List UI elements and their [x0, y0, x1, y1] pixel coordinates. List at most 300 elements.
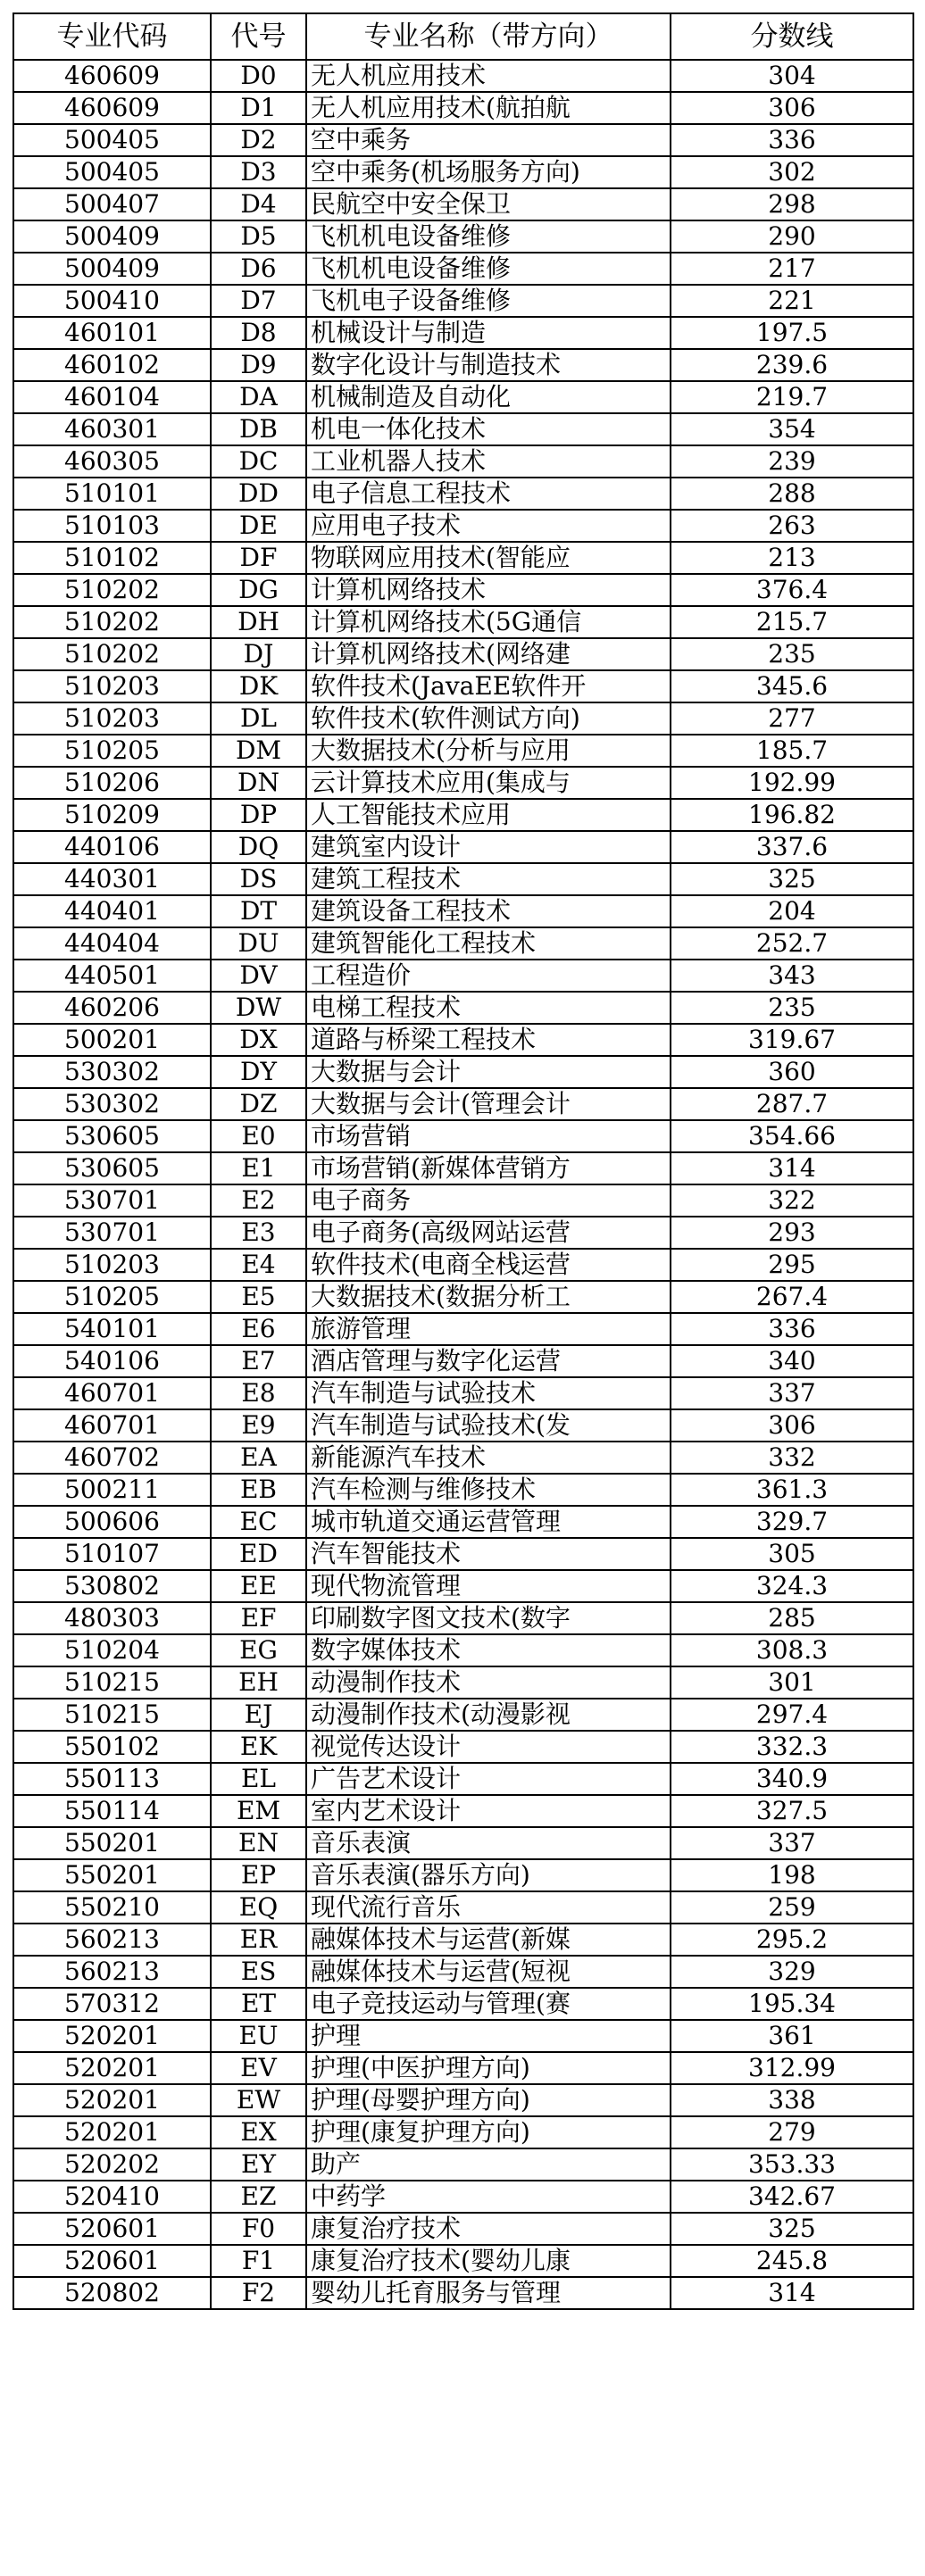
code-id-cell: DA	[211, 381, 306, 413]
score-cell: 185.7	[671, 735, 913, 767]
code-id-cell: E8	[211, 1377, 306, 1409]
code-id-cell: EN	[211, 1827, 306, 1859]
table-row	[13, 510, 913, 542]
table-row	[13, 124, 913, 156]
code-id-cell: DP	[211, 799, 306, 831]
major-code-cell: 530605	[13, 1152, 211, 1184]
major-code-cell: 500201	[13, 1024, 211, 1056]
table-row	[13, 413, 913, 445]
table-row	[13, 1731, 913, 1763]
table-row	[13, 992, 913, 1024]
major-name-cell: 中药学	[306, 2181, 671, 2213]
major-name-cell: 工业机器人技术	[306, 445, 671, 478]
table-row	[13, 1570, 913, 1602]
score-cell: 340.9	[671, 1763, 913, 1795]
code-id-cell: EL	[211, 1763, 306, 1795]
table-row	[13, 831, 913, 863]
major-code-cell: 460609	[13, 60, 211, 92]
score-cell: 277	[671, 702, 913, 735]
score-cell: 345.6	[671, 670, 913, 702]
major-name-cell: 机械设计与制造	[306, 317, 671, 349]
major-code-cell: 510203	[13, 670, 211, 702]
code-id-cell: DV	[211, 960, 306, 992]
table-row	[13, 1152, 913, 1184]
major-name-cell: 电子商务(高级网站运营	[306, 1217, 671, 1249]
table-row	[13, 702, 913, 735]
major-name-cell: 电子商务	[306, 1184, 671, 1217]
major-code-cell: 460701	[13, 1409, 211, 1442]
code-id-cell: F1	[211, 2245, 306, 2277]
code-id-cell: ED	[211, 1538, 306, 1570]
major-code-cell: 550201	[13, 1859, 211, 1891]
code-id-cell: EK	[211, 1731, 306, 1763]
code-id-cell: E1	[211, 1152, 306, 1184]
score-cell: 293	[671, 1217, 913, 1249]
score-cell: 354	[671, 413, 913, 445]
table-row	[13, 1088, 913, 1120]
code-id-cell: EP	[211, 1859, 306, 1891]
major-code-cell: 530302	[13, 1088, 211, 1120]
major-name-cell: 康复治疗技术(婴幼儿康	[306, 2245, 671, 2277]
code-id-cell: EM	[211, 1795, 306, 1827]
major-name-cell: 飞机机电设备维修	[306, 253, 671, 285]
major-code-cell: 540101	[13, 1313, 211, 1345]
major-code-cell: 460101	[13, 317, 211, 349]
table-row	[13, 960, 913, 992]
score-cell: 239.6	[671, 349, 913, 381]
major-name-cell: 护理	[306, 2020, 671, 2052]
score-cell: 195.34	[671, 1988, 913, 2020]
table-row	[13, 574, 913, 606]
score-cell: 336	[671, 1313, 913, 1345]
major-name-cell: 无人机应用技术(航拍航	[306, 92, 671, 124]
major-name-cell: 机械制造及自动化	[306, 381, 671, 413]
table-row	[13, 1763, 913, 1795]
table-row	[13, 1988, 913, 2020]
major-name-cell: 护理(母婴护理方向)	[306, 2084, 671, 2116]
code-id-cell: DY	[211, 1056, 306, 1088]
table-row	[13, 1217, 913, 1249]
major-code-cell: 530802	[13, 1570, 211, 1602]
score-cell: 295.2	[671, 1924, 913, 1956]
major-name-cell: 动漫制作技术(动漫影视	[306, 1699, 671, 1731]
score-cell: 215.7	[671, 606, 913, 638]
table-row	[13, 156, 913, 188]
code-id-cell: F2	[211, 2277, 306, 2309]
table-row	[13, 2020, 913, 2052]
score-cell: 306	[671, 1409, 913, 1442]
table-row	[13, 1409, 913, 1442]
major-code-cell: 510205	[13, 1281, 211, 1313]
code-id-cell: DD	[211, 478, 306, 510]
code-id-cell: E7	[211, 1345, 306, 1377]
score-cell: 213	[671, 542, 913, 574]
major-code-cell: 500405	[13, 124, 211, 156]
major-name-cell: 空中乘务(机场服务方向)	[306, 156, 671, 188]
major-code-cell: 550102	[13, 1731, 211, 1763]
major-code-cell: 540106	[13, 1345, 211, 1377]
score-cell: 235	[671, 992, 913, 1024]
code-id-cell: E4	[211, 1249, 306, 1281]
major-name-cell: 计算机网络技术(5G通信	[306, 606, 671, 638]
code-id-cell: EU	[211, 2020, 306, 2052]
major-name-cell: 婴幼儿托育服务与管理	[306, 2277, 671, 2309]
major-code-cell: 460702	[13, 1442, 211, 1474]
score-cell: 361	[671, 2020, 913, 2052]
table-row	[13, 1891, 913, 1924]
table-header-row	[13, 13, 913, 60]
code-id-cell: EY	[211, 2148, 306, 2181]
code-id-cell: EX	[211, 2116, 306, 2148]
major-name-cell: 电子信息工程技术	[306, 478, 671, 510]
score-cell: 353.33	[671, 2148, 913, 2181]
table-row	[13, 638, 913, 670]
header-major-name: 专业名称（带方向）	[306, 13, 671, 60]
major-code-cell: 500405	[13, 156, 211, 188]
major-name-cell: 建筑设备工程技术	[306, 895, 671, 927]
major-code-cell: 520410	[13, 2181, 211, 2213]
major-name-cell: 电子竞技运动与管理(赛	[306, 1988, 671, 2020]
major-code-cell: 530701	[13, 1184, 211, 1217]
score-cell: 327.5	[671, 1795, 913, 1827]
major-name-cell: 助产	[306, 2148, 671, 2181]
code-id-cell: EH	[211, 1666, 306, 1699]
major-name-cell: 音乐表演(器乐方向)	[306, 1859, 671, 1891]
code-id-cell: DC	[211, 445, 306, 478]
major-code-cell: 510202	[13, 606, 211, 638]
major-name-cell: 空中乘务	[306, 124, 671, 156]
table-row	[13, 188, 913, 220]
score-cell: 192.99	[671, 767, 913, 799]
table-row	[13, 2116, 913, 2148]
major-code-cell: 510203	[13, 1249, 211, 1281]
major-name-cell: 大数据技术(数据分析工	[306, 1281, 671, 1313]
major-name-cell: 云计算技术应用(集成与	[306, 767, 671, 799]
table-row	[13, 1120, 913, 1152]
code-id-cell: EZ	[211, 2181, 306, 2213]
major-code-cell: 510215	[13, 1666, 211, 1699]
major-code-cell: 550113	[13, 1763, 211, 1795]
major-code-cell: 530605	[13, 1120, 211, 1152]
score-cell: 332	[671, 1442, 913, 1474]
major-name-cell: 汽车智能技术	[306, 1538, 671, 1570]
major-code-cell: 520601	[13, 2245, 211, 2277]
code-id-cell: D4	[211, 188, 306, 220]
table-row	[13, 606, 913, 638]
major-name-cell: 现代物流管理	[306, 1570, 671, 1602]
major-code-cell: 510215	[13, 1699, 211, 1731]
major-name-cell: 计算机网络技术(网络建	[306, 638, 671, 670]
score-cell: 325	[671, 2213, 913, 2245]
table-row	[13, 895, 913, 927]
score-cell: 197.5	[671, 317, 913, 349]
major-name-cell: 人工智能技术应用	[306, 799, 671, 831]
major-name-cell: 飞机电子设备维修	[306, 285, 671, 317]
score-cell: 304	[671, 60, 913, 92]
score-cell: 217	[671, 253, 913, 285]
major-code-cell: 550210	[13, 1891, 211, 1924]
table-row	[13, 927, 913, 960]
table-row	[13, 1602, 913, 1634]
header-code-id: 代号	[211, 13, 306, 60]
major-code-cell: 500211	[13, 1474, 211, 1506]
major-name-cell: 建筑智能化工程技术	[306, 927, 671, 960]
major-code-cell: 460701	[13, 1377, 211, 1409]
major-code-cell: 500407	[13, 188, 211, 220]
major-name-cell: 汽车制造与试验技术	[306, 1377, 671, 1409]
score-cell: 343	[671, 960, 913, 992]
major-code-cell: 520201	[13, 2020, 211, 2052]
major-code-cell: 510204	[13, 1634, 211, 1666]
score-cell: 319.67	[671, 1024, 913, 1056]
code-id-cell: DX	[211, 1024, 306, 1056]
table-row	[13, 2213, 913, 2245]
code-id-cell: D0	[211, 60, 306, 92]
major-name-cell: 建筑室内设计	[306, 831, 671, 863]
score-cell: 279	[671, 2116, 913, 2148]
score-cell: 337	[671, 1827, 913, 1859]
table-row	[13, 1345, 913, 1377]
major-name-cell: 计算机网络技术	[306, 574, 671, 606]
major-name-cell: 大数据技术(分析与应用	[306, 735, 671, 767]
table-row	[13, 2181, 913, 2213]
major-code-cell: 550114	[13, 1795, 211, 1827]
code-id-cell: F0	[211, 2213, 306, 2245]
score-cell: 314	[671, 1152, 913, 1184]
score-cell: 361.3	[671, 1474, 913, 1506]
table-row	[13, 2052, 913, 2084]
major-name-cell: 工程造价	[306, 960, 671, 992]
score-cell: 329.7	[671, 1506, 913, 1538]
major-name-cell: 软件技术(JavaEE软件开	[306, 670, 671, 702]
major-name-cell: 动漫制作技术	[306, 1666, 671, 1699]
score-cell: 336	[671, 124, 913, 156]
table-row	[13, 92, 913, 124]
major-code-cell: 530701	[13, 1217, 211, 1249]
table-row	[13, 1699, 913, 1731]
code-id-cell: DF	[211, 542, 306, 574]
major-name-cell: 现代流行音乐	[306, 1891, 671, 1924]
score-cell: 324.3	[671, 1570, 913, 1602]
table-row	[13, 1538, 913, 1570]
code-id-cell: DL	[211, 702, 306, 735]
table-row	[13, 767, 913, 799]
code-id-cell: EG	[211, 1634, 306, 1666]
major-code-cell: 510103	[13, 510, 211, 542]
code-id-cell: DB	[211, 413, 306, 445]
code-id-cell: E3	[211, 1217, 306, 1249]
major-code-cell: 440501	[13, 960, 211, 992]
table-row	[13, 863, 913, 895]
major-code-cell: 510202	[13, 638, 211, 670]
code-id-cell: EE	[211, 1570, 306, 1602]
code-id-cell: DG	[211, 574, 306, 606]
major-name-cell: 软件技术(电商全栈运营	[306, 1249, 671, 1281]
major-name-cell: 新能源汽车技术	[306, 1442, 671, 1474]
header-major-code: 专业代码	[13, 13, 211, 60]
major-name-cell: 民航空中安全保卫	[306, 188, 671, 220]
table-row	[13, 1056, 913, 1088]
code-id-cell: D2	[211, 124, 306, 156]
code-id-cell: DT	[211, 895, 306, 927]
major-code-cell: 550201	[13, 1827, 211, 1859]
code-id-cell: D5	[211, 220, 306, 253]
major-name-cell: 建筑工程技术	[306, 863, 671, 895]
major-code-cell: 520202	[13, 2148, 211, 2181]
major-code-cell: 460609	[13, 92, 211, 124]
major-code-cell: 520201	[13, 2052, 211, 2084]
table-row	[13, 253, 913, 285]
major-code-cell: 520201	[13, 2116, 211, 2148]
table-row	[13, 220, 913, 253]
code-id-cell: EQ	[211, 1891, 306, 1924]
score-cell: 221	[671, 285, 913, 317]
table-row	[13, 445, 913, 478]
score-cell: 298	[671, 188, 913, 220]
major-name-cell: 护理(康复护理方向)	[306, 2116, 671, 2148]
major-code-cell: 510203	[13, 702, 211, 735]
code-id-cell: EF	[211, 1602, 306, 1634]
table-row	[13, 1506, 913, 1538]
score-cell: 245.8	[671, 2245, 913, 2277]
major-code-cell: 440404	[13, 927, 211, 960]
major-name-cell: 数字化设计与制造技术	[306, 349, 671, 381]
major-code-cell: 440106	[13, 831, 211, 863]
code-id-cell: DU	[211, 927, 306, 960]
major-code-cell: 520601	[13, 2213, 211, 2245]
score-cell: 235	[671, 638, 913, 670]
code-id-cell: EV	[211, 2052, 306, 2084]
table-row	[13, 381, 913, 413]
score-cell: 338	[671, 2084, 913, 2116]
table-row	[13, 349, 913, 381]
code-id-cell: DH	[211, 606, 306, 638]
major-code-cell: 440301	[13, 863, 211, 895]
major-name-cell: 酒店管理与数字化运营	[306, 1345, 671, 1377]
score-cell: 314	[671, 2277, 913, 2309]
table-row	[13, 2245, 913, 2277]
major-name-cell: 市场营销	[306, 1120, 671, 1152]
table-row	[13, 735, 913, 767]
major-code-cell: 510205	[13, 735, 211, 767]
score-cell: 259	[671, 1891, 913, 1924]
code-id-cell: E2	[211, 1184, 306, 1217]
code-id-cell: E0	[211, 1120, 306, 1152]
major-name-cell: 大数据与会计	[306, 1056, 671, 1088]
score-cell: 263	[671, 510, 913, 542]
major-code-cell: 560213	[13, 1956, 211, 1988]
table-row	[13, 542, 913, 574]
major-code-cell: 460301	[13, 413, 211, 445]
major-name-cell: 音乐表演	[306, 1827, 671, 1859]
table-body	[13, 60, 913, 2309]
score-cell: 302	[671, 156, 913, 188]
table-row	[13, 1184, 913, 1217]
code-id-cell: DQ	[211, 831, 306, 863]
code-id-cell: ET	[211, 1988, 306, 2020]
table-row	[13, 478, 913, 510]
code-id-cell: E9	[211, 1409, 306, 1442]
major-code-cell: 500410	[13, 285, 211, 317]
major-name-cell: 电梯工程技术	[306, 992, 671, 1024]
score-cell: 287.7	[671, 1088, 913, 1120]
table-row	[13, 1924, 913, 1956]
score-cell: 308.3	[671, 1634, 913, 1666]
table-row	[13, 1859, 913, 1891]
code-id-cell: ER	[211, 1924, 306, 1956]
score-cell: 306	[671, 92, 913, 124]
table-row	[13, 1956, 913, 1988]
score-cell: 376.4	[671, 574, 913, 606]
table-row	[13, 317, 913, 349]
code-id-cell: ES	[211, 1956, 306, 1988]
score-cell: 329	[671, 1956, 913, 1988]
major-name-cell: 广告艺术设计	[306, 1763, 671, 1795]
score-cell: 360	[671, 1056, 913, 1088]
major-name-cell: 道路与桥梁工程技术	[306, 1024, 671, 1056]
table-row	[13, 2277, 913, 2309]
code-id-cell: D9	[211, 349, 306, 381]
table-row	[13, 1474, 913, 1506]
major-name-cell: 无人机应用技术	[306, 60, 671, 92]
major-name-cell: 视觉传达设计	[306, 1731, 671, 1763]
score-cell: 204	[671, 895, 913, 927]
table-row	[13, 670, 913, 702]
major-name-cell: 旅游管理	[306, 1313, 671, 1345]
major-code-cell: 510206	[13, 767, 211, 799]
major-name-cell: 融媒体技术与运营(短视	[306, 1956, 671, 1988]
major-code-cell: 520201	[13, 2084, 211, 2116]
code-id-cell: DN	[211, 767, 306, 799]
score-table-sheet	[12, 12, 912, 2310]
score-cell: 340	[671, 1345, 913, 1377]
major-name-cell: 汽车检测与维修技术	[306, 1474, 671, 1506]
score-cell: 312.99	[671, 2052, 913, 2084]
score-cell: 267.4	[671, 1281, 913, 1313]
major-code-cell: 570312	[13, 1988, 211, 2020]
table-row	[13, 1281, 913, 1313]
major-code-cell: 460305	[13, 445, 211, 478]
score-cell: 332.3	[671, 1731, 913, 1763]
table-row	[13, 2148, 913, 2181]
score-cell: 325	[671, 863, 913, 895]
code-id-cell: E5	[211, 1281, 306, 1313]
major-name-cell: 软件技术(软件测试方向)	[306, 702, 671, 735]
score-cell: 354.66	[671, 1120, 913, 1152]
table-row	[13, 1634, 913, 1666]
table-row	[13, 60, 913, 92]
table-row	[13, 1827, 913, 1859]
code-id-cell: DW	[211, 992, 306, 1024]
major-code-cell: 510102	[13, 542, 211, 574]
major-name-cell: 飞机机电设备维修	[306, 220, 671, 253]
score-cell: 337.6	[671, 831, 913, 863]
code-id-cell: DK	[211, 670, 306, 702]
score-cell: 305	[671, 1538, 913, 1570]
major-code-cell: 500409	[13, 220, 211, 253]
score-table	[12, 12, 914, 2310]
major-code-cell: 480303	[13, 1602, 211, 1634]
code-id-cell: EC	[211, 1506, 306, 1538]
major-name-cell: 融媒体技术与运营(新媒	[306, 1924, 671, 1956]
major-code-cell: 460206	[13, 992, 211, 1024]
table-row	[13, 1666, 913, 1699]
code-id-cell: D8	[211, 317, 306, 349]
major-name-cell: 护理(中医护理方向)	[306, 2052, 671, 2084]
major-code-cell: 510202	[13, 574, 211, 606]
score-cell: 290	[671, 220, 913, 253]
major-code-cell: 510209	[13, 799, 211, 831]
